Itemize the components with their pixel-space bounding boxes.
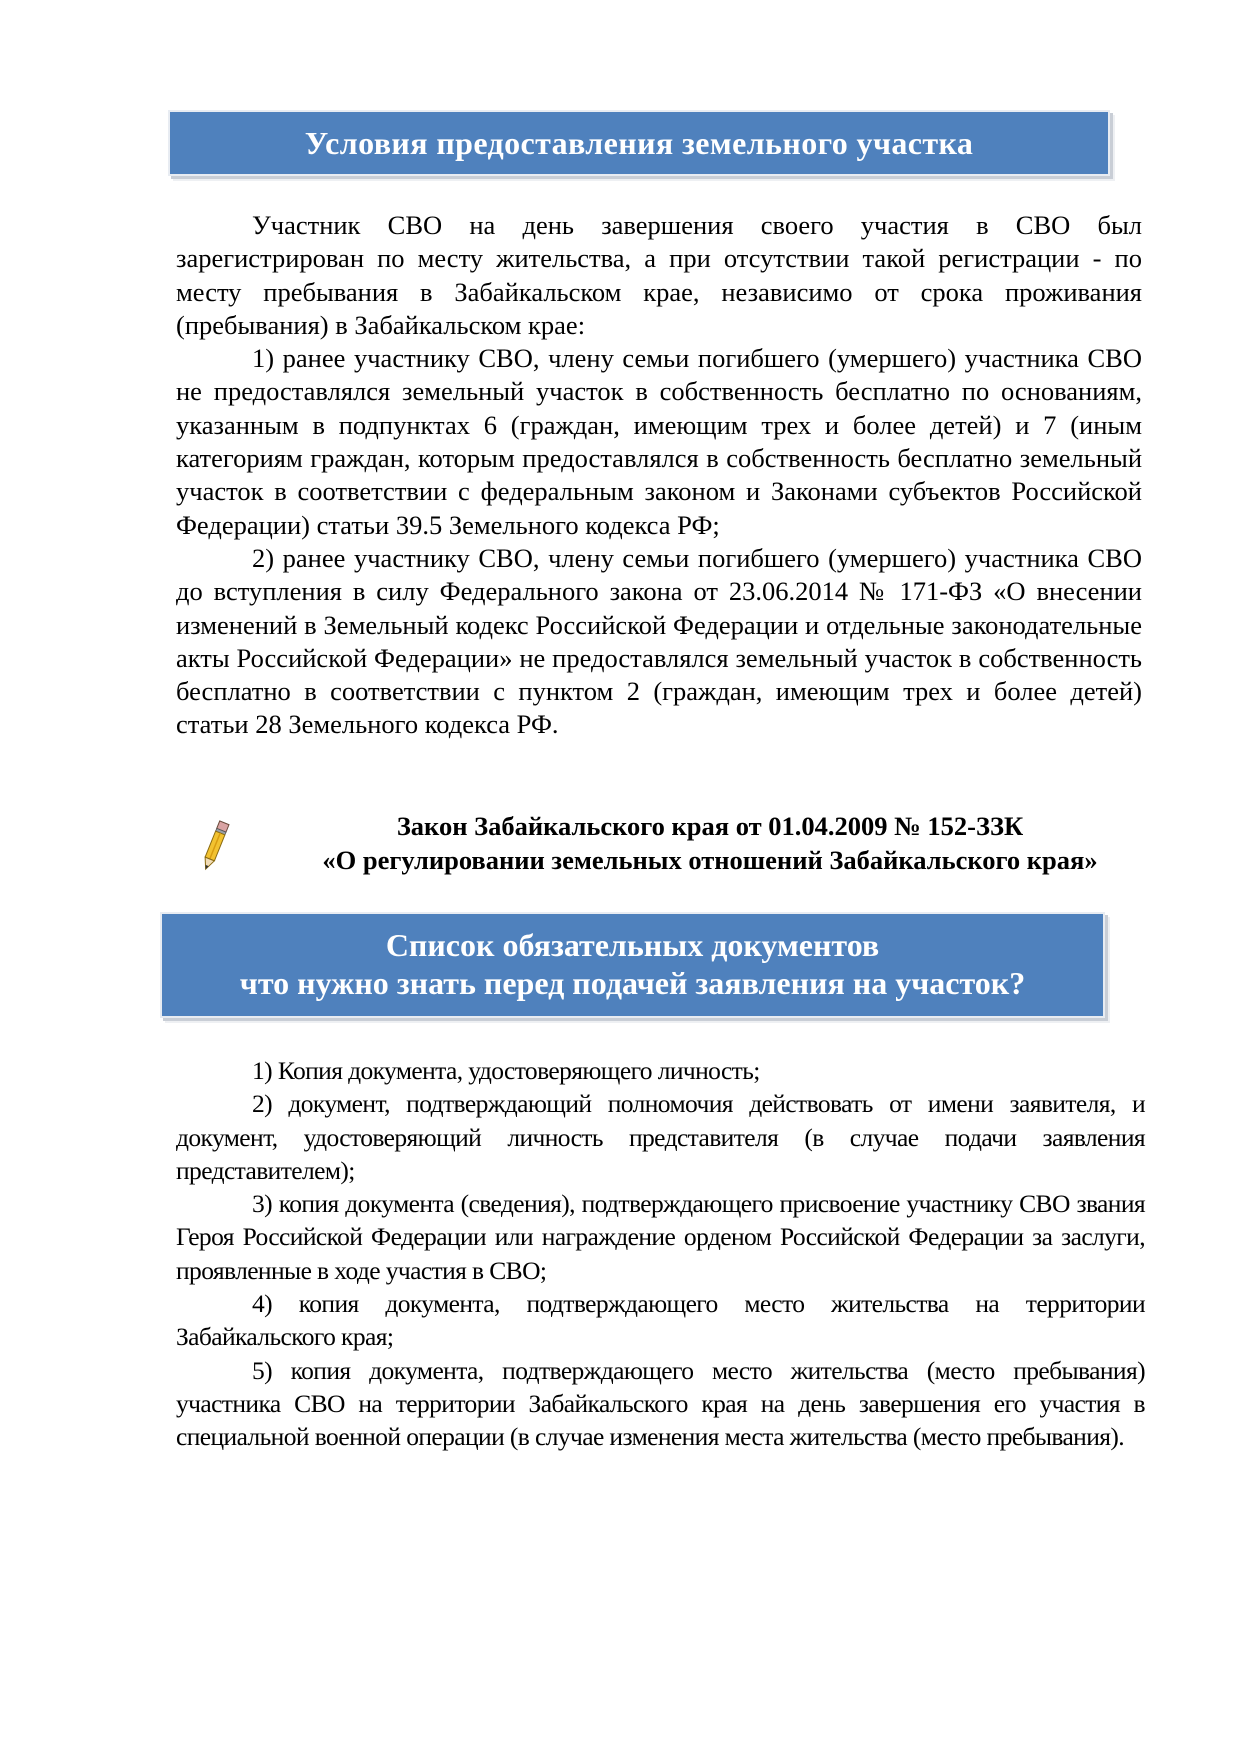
conditions-text	[176, 209, 1142, 742]
pencil-icon	[200, 817, 230, 875]
section2-title: Список обязательных документов	[385, 927, 880, 963]
document-item-5: 5) копия документа, подтверждающего место жительства (место пребывания) участника СВО на территории Забайкальского края на день завершения его участия в специальной военной операции (в случае изменения места жительства (место пребывания).	[176, 1355, 1145, 1452]
section1-title: Условия предоставления земельного участка	[304, 125, 974, 161]
document-item-3: 3) копия документа (сведения), подтверждающего присвоение участнику СВО звания Героя Российской Федерации или награждение орденом Российской Федерации за заслуги, проявленные в ходе участия в СВО;	[176, 1189, 1145, 1285]
condition-item-1: 1) ранее участнику СВО, члену семьи погибшего (умершего) участника СВО не предоставлялся земельный участок в собственность бесплатно по основаниям, указанным в подпунктах 6 (граждан, имеющим трех и более детей) и 7 (иным категориям граждан, которым предоставлялся в собственность бесплатно земельный участок в соответствии с федеральным законом и Законами субъектов Российской Федерации) статьи 39.5 Земельного кодекса РФ;	[176, 343, 1142, 540]
document-item-4: 4) копия документа, подтверждающего место жительства на территории Забайкальского края;	[176, 1289, 1145, 1352]
law-title: Закон Забайкальского края от 01.04.2009 № 152-ЗЗК	[396, 811, 1024, 841]
document-item-2: 2) документ, подтверждающий полномочия действовать от имени заявителя, и документ, удостоверяющий личность представителя (в случае подачи заявления представителем);	[176, 1089, 1145, 1185]
law-reference	[190, 809, 1140, 877]
section1-title-banner	[168, 110, 1110, 176]
documents-list	[176, 1054, 1145, 1454]
conditions-intro: Участник СВО на день завершения своего участия в СВО был зарегистрирован по месту жительства, а при отсутствии такой регистрации - по месту пребывания в Забайкальском крае, независимо от срока проживания (пребывания) в Забайкальском крае:	[176, 210, 1142, 340]
section2-title-banner	[160, 912, 1105, 1018]
document-item-1: 1) Копия документа, удостоверяющего личность;	[252, 1056, 760, 1085]
condition-item-2: 2) ранее участнику СВО, члену семьи погибшего (умершего) участника СВО до вступления в силу Федерального закона от 23.06.2014 № 171-ФЗ «О внесении изменений в Земельный кодекс Российской Федерации и отдельные законодательные акты Российской Федерации» не предоставлялся земельный участок в собственность бесплатно в соответствии с пунктом 2 (граждан, имеющим трех и более детей) статьи 28 Земельного кодекса РФ.	[176, 542, 1142, 740]
law-subtitle: «О регулировании земельных отношений Забайкальского края»	[322, 845, 1098, 875]
section2-subtitle: что нужно знать перед подачей заявления на участок?	[239, 965, 1026, 1001]
